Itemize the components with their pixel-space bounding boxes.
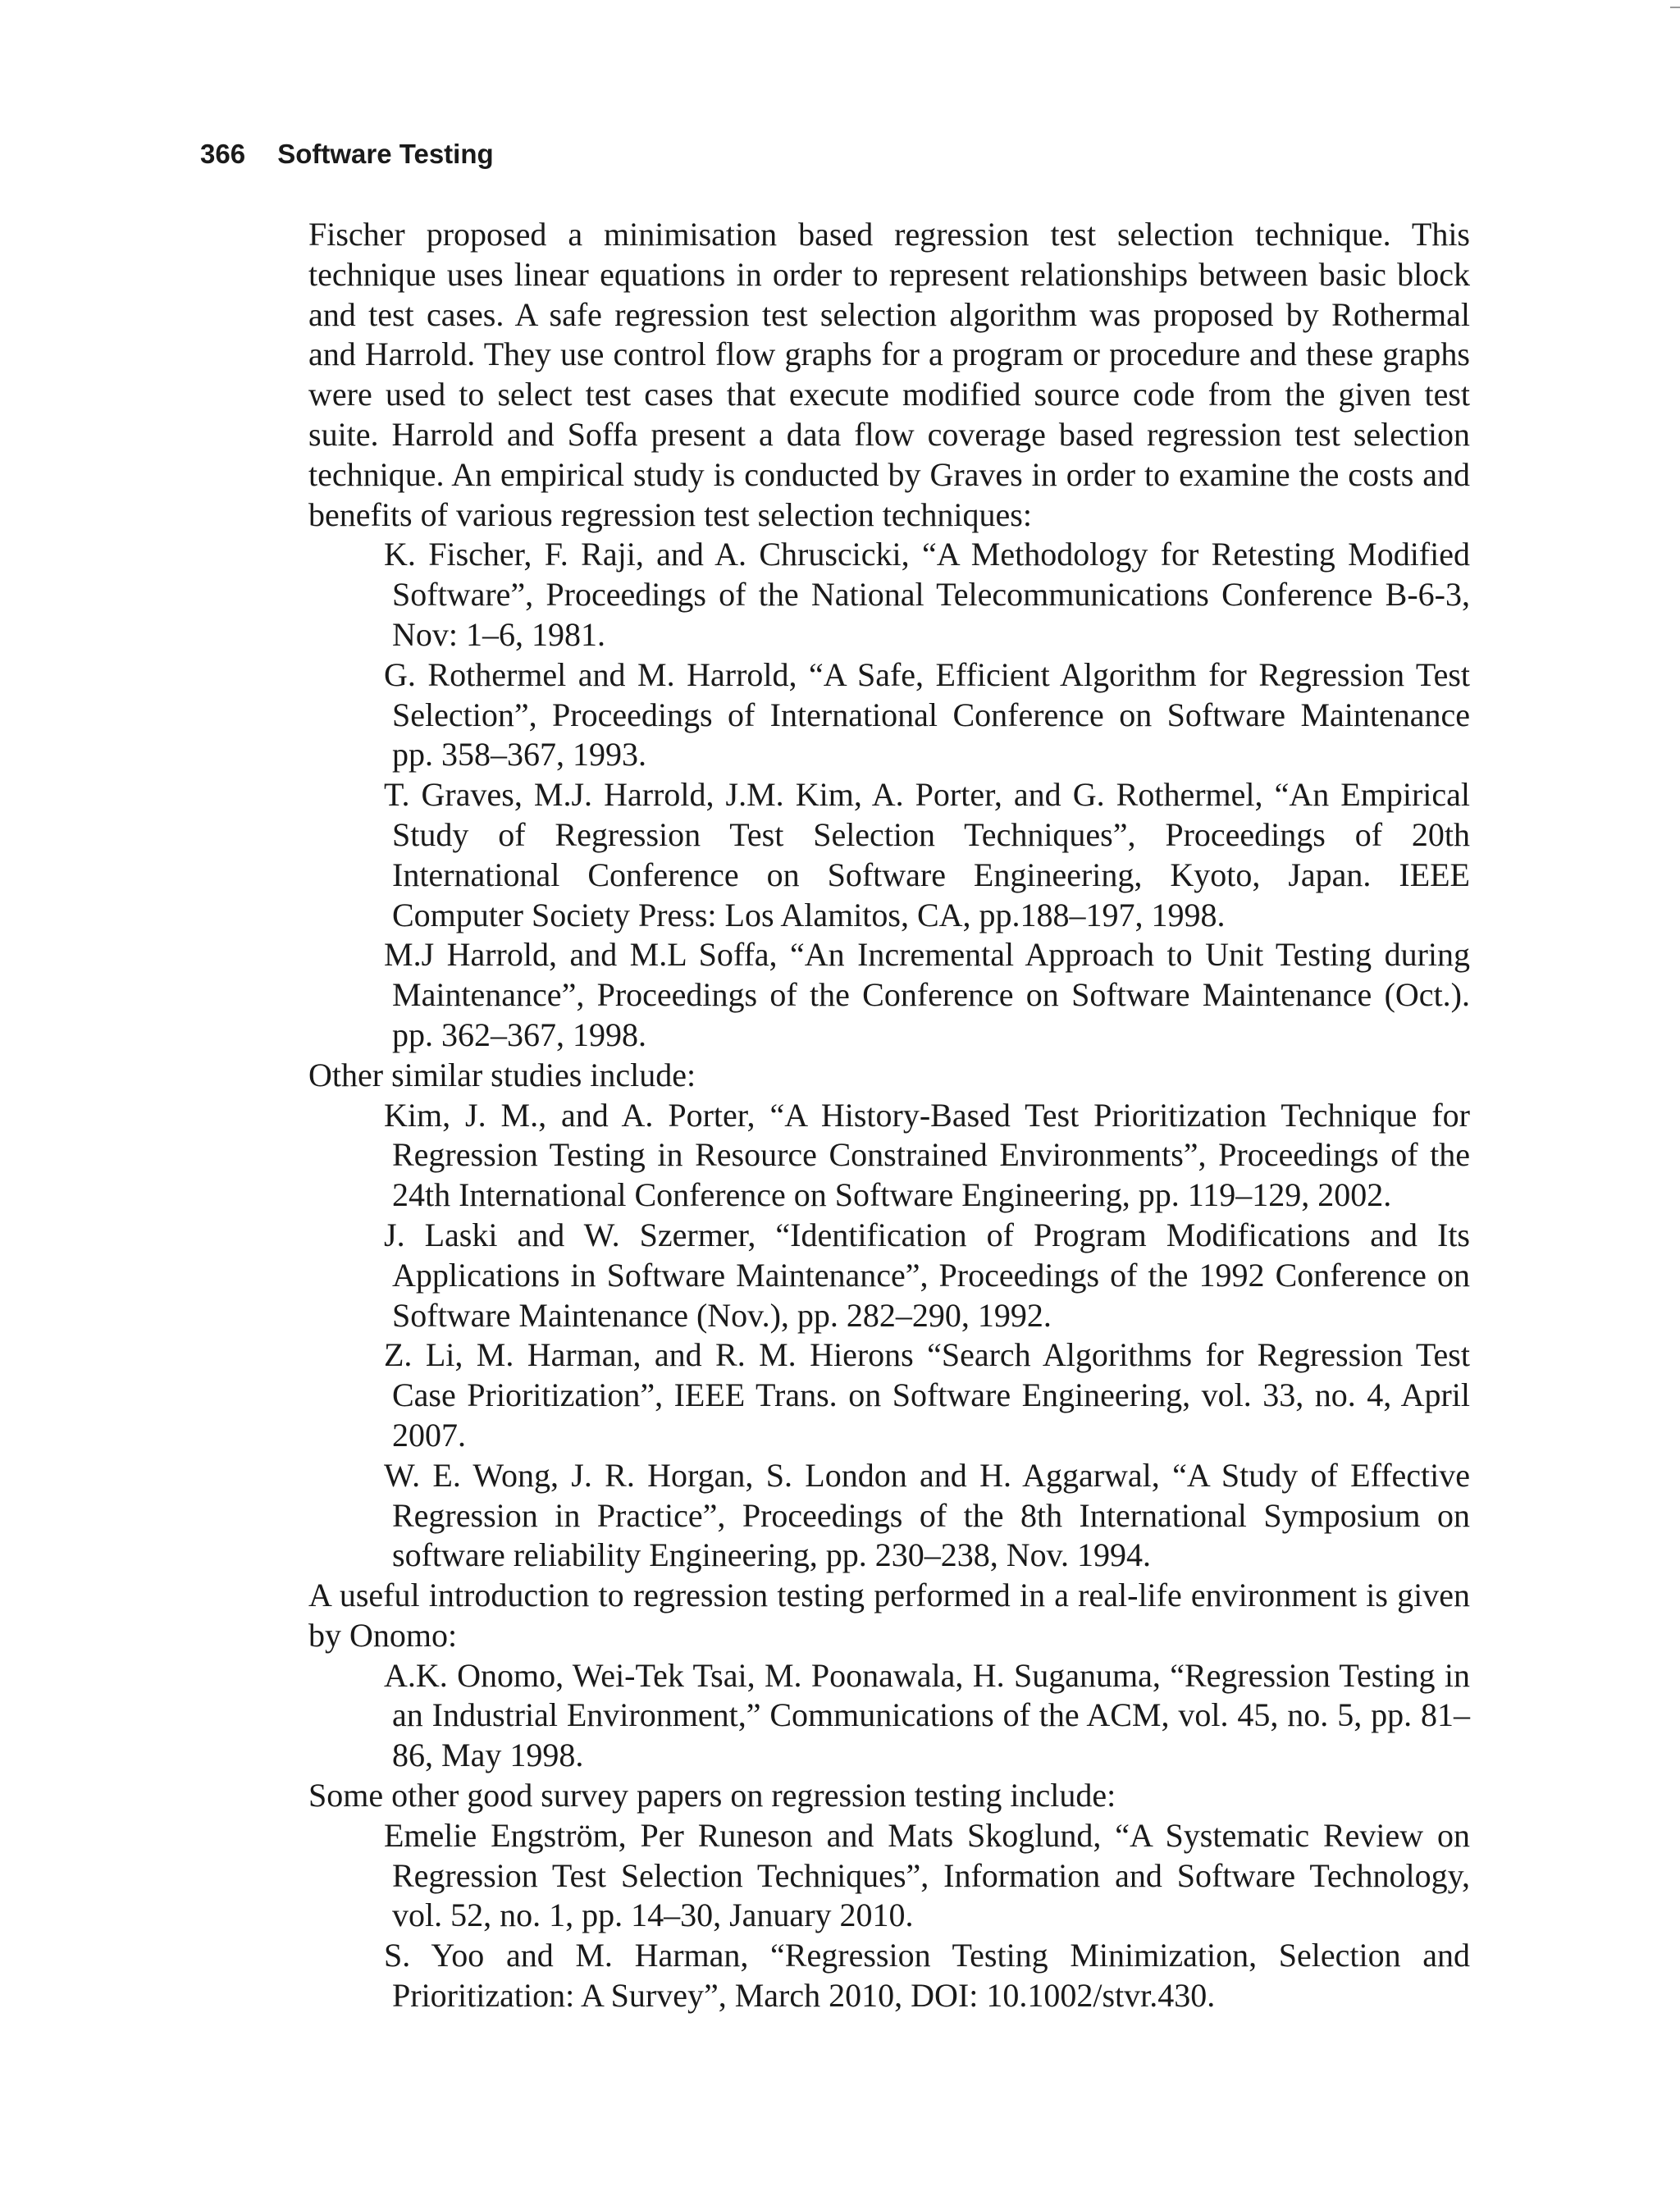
- reference-engstrom-2010: Emelie Engström, Per Runeson and Mats Skoglund, “A Systematic Review on Regression Test Selection Techniques”, Information and Software Technology, vol. 52, no. 1, pp. 14–30, January 2010.: [384, 1816, 1470, 1934]
- reference-list-selection-techniques: [308, 535, 1470, 1055]
- useful-introduction-paragraph: A useful introduction to regression testing performed in a real-life environment is given by Onomo:: [308, 1577, 1470, 1654]
- page-corner-mark: [1670, 7, 1680, 8]
- reference-graves-1998: T. Graves, M.J. Harrold, J.M. Kim, A. Porter, and G. Rothermel, “An Empirical Study of Regression Test Selection Techniques”, Proceedings of 20th International Conference on Software Engineering, Kyoto, Japan. IEEE Computer Society Press: Los Alamitos, CA, pp.188–197, 1998.: [384, 776, 1470, 933]
- reference-list-industrial: [308, 1656, 1470, 1776]
- page-body: [308, 215, 1470, 2016]
- reference-yoo-2010: S. Yoo and M. Harman, “Regression Testing Minimization, Selection and Prioritization: A Survey”, March 2010, DOI: 10.1002/stvr.430.: [384, 1937, 1470, 2015]
- reference-li-2007: Z. Li, M. Harman, and R. M. Hierons “Search Algorithms for Regression Test Case Prioritization”, IEEE Trans. on Software Engineering, vol. 33, no. 4, April 2007.: [384, 1336, 1470, 1454]
- reference-list-similar-studies: [308, 1096, 1470, 1577]
- reference-kim-2002: Kim, J. M., and A. Porter, “A History-Based Test Prioritization Technique for Regression Testing in Resource Constrained Environments”, Proceedings of the 24th International Conference on Software Engineering, pp. 119–129, 2002.: [384, 1096, 1470, 1214]
- survey-papers-paragraph: Some other good survey papers on regression testing include:: [308, 1777, 1116, 1814]
- reference-fischer-1981: K. Fischer, F. Raji, and A. Chruscicki, “A Methodology for Retesting Modified Software”, Proceedings of the National Telecommunications Conference B-6-3, Nov: 1–6, 1981.: [384, 536, 1470, 653]
- page-number: 366: [200, 139, 246, 169]
- intro-paragraph: Fischer proposed a minimisation based regression test selection technique. This technique uses linear equations in order to represent relationships between basic block and test cases. A safe regression test selection algorithm was proposed by Rothermal and Harrold. They use control flow graphs for a program or procedure and these graphs were used to select test cases that execute modified source code from the given test suite. Harrold and Soffa present a data flow coverage based regression test selection technique. An empirical study is conducted by Graves in order to examine the costs and benefits of various regression test selection techniques:: [308, 216, 1470, 533]
- reference-laski-1992: J. Laski and W. Szermer, “Identification of Program Modifications and Its Applications in Software Maintenance”, Proceedings of the 1992 Conference on Software Maintenance (Nov.), pp. 282–290, 1992.: [384, 1216, 1470, 1334]
- reference-onomo-1998: A.K. Onomo, Wei-Tek Tsai, M. Poonawala, H. Suganuma, “Regression Testing in an Industrial Environment,” Communications of the ACM, vol. 45, no. 5, pp. 81–86, May 1998.: [384, 1656, 1470, 1774]
- running-title: Software Testing: [277, 139, 494, 169]
- running-header: [200, 138, 494, 171]
- reference-rothermel-1993: G. Rothermel and M. Harrold, “A Safe, Efficient Algorithm for Regression Test Selection”, Proceedings of International Conference on Software Maintenance pp. 358–367, 1993.: [384, 655, 1470, 774]
- reference-wong-1994: W. E. Wong, J. R. Horgan, S. London and H. Aggarwal, “A Study of Effective Regression in Practice”, Proceedings of the 8th International Symposium on software reliability Engineering, pp. 230–238, Nov. 1994.: [384, 1456, 1470, 1574]
- reference-list-surveys: [308, 1816, 1470, 2016]
- similar-studies-paragraph: Other similar studies include:: [308, 1056, 696, 1093]
- reference-harrold-1998: M.J Harrold, and M.L Soffa, “An Incremental Approach to Unit Testing during Maintenance”, Proceedings of the Conference on Software Maintenance (Oct.). pp. 362–367, 1998.: [384, 936, 1470, 1053]
